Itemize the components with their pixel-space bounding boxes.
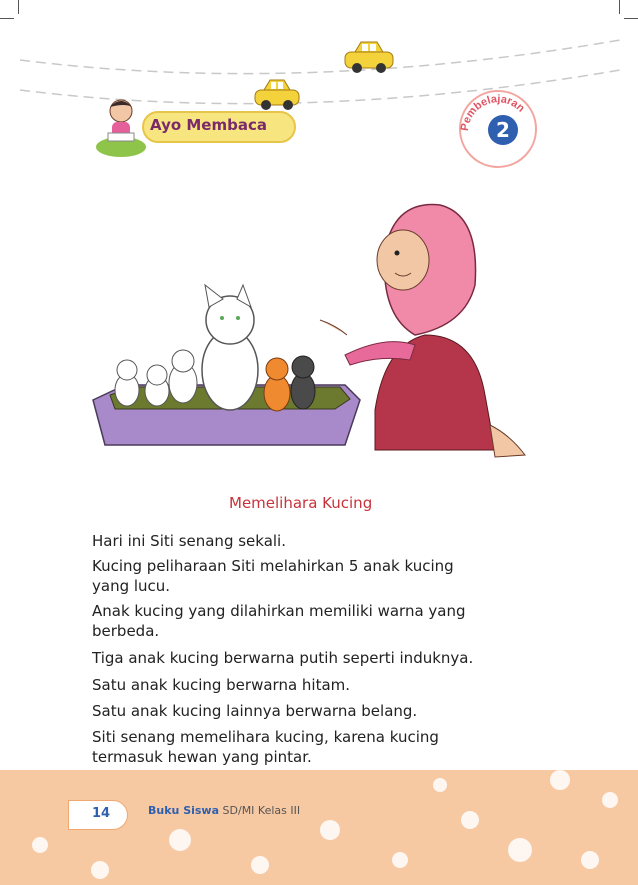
girl-with-cats-illustration: [85, 195, 545, 465]
section-label: Ayo Membaca: [150, 116, 267, 134]
reading-girl-icon: [95, 95, 147, 159]
story-line: Kucing peliharaan Siti melahirkan 5 anak kucing: [92, 557, 454, 575]
story-line: termasuk hewan yang pintar.: [92, 748, 312, 766]
story-line: Anak kucing yang dilahirkan memiliki warna yang: [92, 602, 466, 620]
badge-label: Pembelajaran: [458, 93, 527, 132]
page-number: 14: [92, 806, 111, 821]
book-level: SD/MI Kelas III: [222, 804, 301, 817]
lesson-number: 2: [488, 115, 518, 145]
story-line: Satu anak kucing lainnya berwarna belang.: [92, 702, 418, 720]
book-info: [148, 804, 300, 817]
story-line: Satu anak kucing berwarna hitam.: [92, 676, 351, 694]
story-line: yang lucu.: [92, 577, 171, 595]
white-kitten-icon: [145, 365, 169, 406]
story-line: Hari ini Siti senang sekali.: [92, 532, 286, 550]
car-icon: [255, 80, 299, 110]
white-kitten-icon: [169, 350, 197, 403]
story-title: Memelihara Kucing: [229, 494, 373, 512]
black-kitten-icon: [291, 356, 315, 409]
story-line: Siti senang memelihara kucing, karena kucing: [92, 728, 439, 746]
white-cat-icon: [202, 285, 258, 410]
book-title: Buku Siswa: [148, 804, 220, 817]
striped-kitten-icon: [264, 358, 290, 411]
white-kitten-icon: [115, 360, 139, 406]
car-icon: [345, 42, 393, 73]
story-line: berbeda.: [92, 622, 160, 640]
story-line: Tiga anak kucing berwarna putih seperti induknya.: [92, 649, 474, 667]
